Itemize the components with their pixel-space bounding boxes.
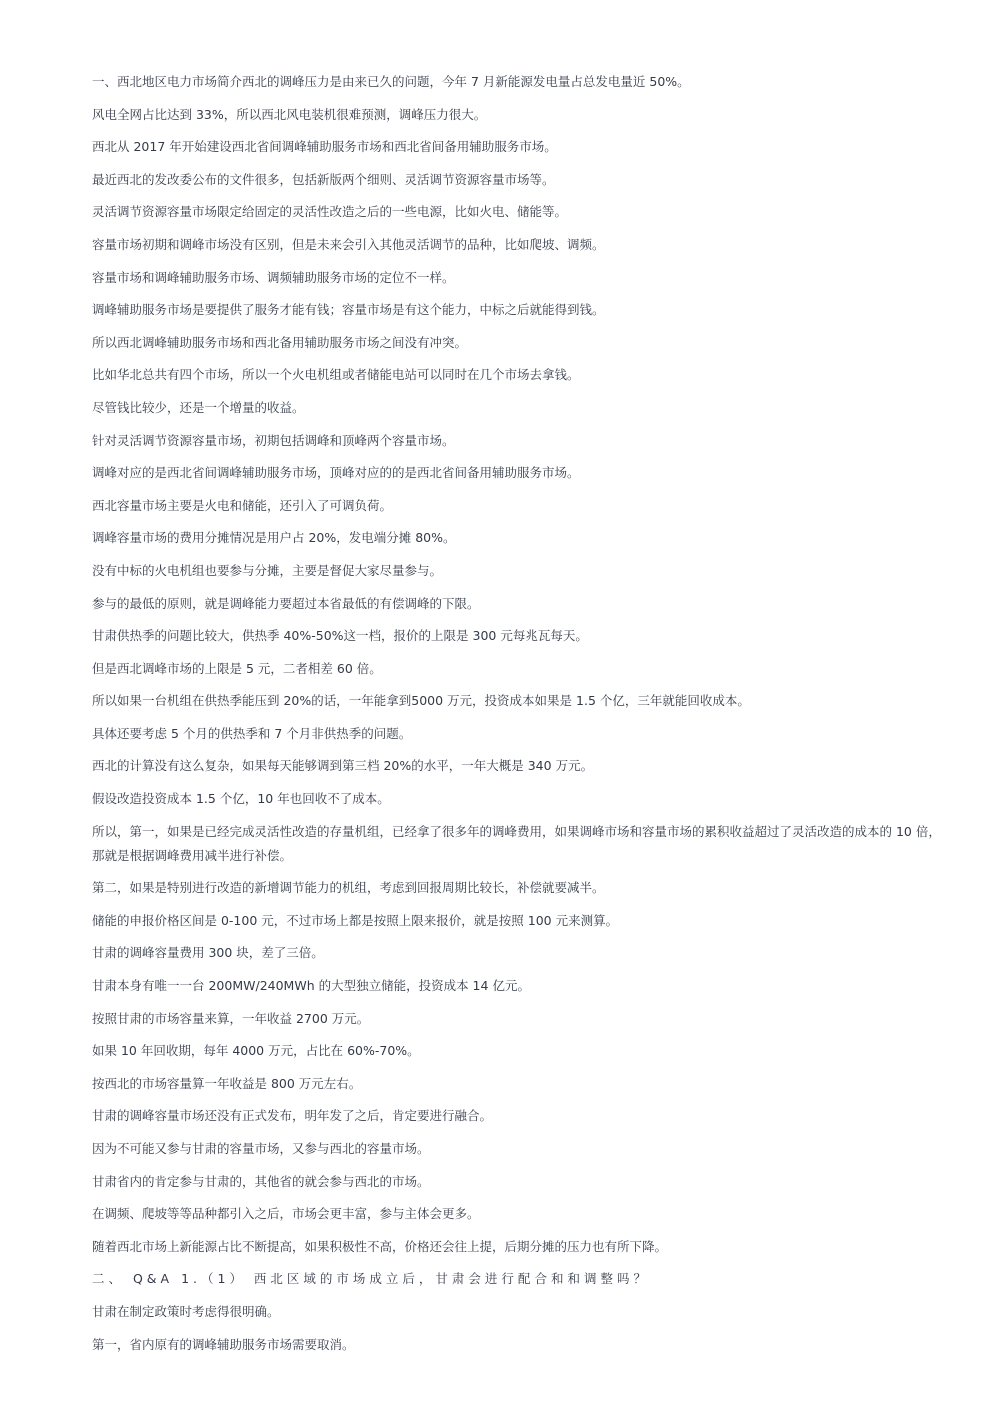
paragraph: 甘肃在制定政策时考虑得很明确。 (92, 1303, 280, 1319)
paragraph: 甘肃的调峰容量市场还没有正式发布，明年发了之后，肯定要进行融合。 (92, 1108, 493, 1124)
paragraph: 按西北的市场容量算一年收益是 800 万元左右。 (92, 1075, 362, 1091)
paragraph: 甘肃的调峰容量费用 300 块，差了三倍。 (92, 945, 324, 961)
paragraph: 一、西北地区电力市场简介西北的调峰压力是由来已久的问题，今年 7 月新能源发电量占总发电量近 50%。 (92, 74, 690, 89)
paragraph: 最近西北的发改委公布的文件很多，包括新版两个细则、灵活调节资源容量市场等。 (92, 171, 555, 187)
paragraph: 如果 10 年回收期，每年 4000 万元，占比在 60%-70%。 (92, 1043, 420, 1059)
paragraph: 随着西北市场上新能源占比不断提高，如果积极性不高，价格还会往上提，后期分摊的压力也有所下降。 (92, 1238, 668, 1254)
paragraph: 甘肃本身有唯一一台 200MW/240MWh 的大型独立储能，投资成本 14 亿元。 (92, 978, 530, 994)
paragraph: 调峰容量市场的费用分摊情况是用户占 20%，发电端分摊 80%。 (92, 530, 456, 546)
paragraph: 第二，如果是特别进行改造的新增调节能力的机组，考虑到回报周期比较长，补偿就要减半。 (92, 880, 605, 896)
paragraph: 所以，第一，如果是已经完成灵活性改造的存量机组，已经拿了很多年的调峰费用，如果调峰市场和容量市场的累积收益超过了灵活改造的成本的 10 倍，那就是根据调峰费用减半进行补偿。 (92, 823, 941, 863)
document-body (92, 70, 948, 1365)
paragraph: 所以如果一台机组在供热季能压到 20%的话，一年能拿到5000 万元，投资成本如果是 1.5 个亿，三年就能回收成本。 (92, 693, 750, 709)
paragraph: 第一，省内原有的调峰辅助服务市场需要取消。 (92, 1336, 355, 1352)
paragraph: 甘肃供热季的问题比较大，供热季 40%-50%这一档，报价的上限是 300 元每兆瓦每天。 (92, 628, 588, 644)
paragraph: 因为不可能又参与甘肃的容量市场，又参与西北的容量市场。 (92, 1141, 430, 1156)
paragraph: 比如华北总共有四个市场，所以一个火电机组或者储能电站可以同时在几个市场去拿钱。 (92, 367, 580, 383)
paragraph: 假设改造投资成本 1.5 个亿，10 年也回收不了成本。 (92, 791, 390, 807)
paragraph: 参与的最低的原则，就是调峰能力要超过本省最低的有偿调峰的下限。 (92, 595, 480, 611)
paragraph: 所以西北调峰辅助服务市场和西北备用辅助服务市场之间没有冲突。 (92, 334, 468, 350)
section-heading-qa: 二、 Q&A 1.（1） 西北区域的市场成立后，甘肃会进行配合和和调整吗？ (92, 1271, 650, 1287)
paragraph: 甘肃省内的肯定参与甘肃的，其他省的就会参与西北的市场。 (92, 1173, 430, 1189)
paragraph: 西北的计算没有这么复杂，如果每天能够调到第三档 20%的水平，一年大概是 340 万元。 (92, 758, 594, 774)
paragraph: 尽管钱比较少，还是一个增量的收益。 (92, 399, 305, 415)
paragraph: 在调频、爬坡等等品种都引入之后，市场会更丰富，参与主体会更多。 (92, 1206, 480, 1222)
paragraph: 容量市场初期和调峰市场没有区别，但是未来会引入其他灵活调节的品种，比如爬坡、调频。 (92, 236, 605, 252)
paragraph: 风电全网占比达到 33%，所以西北风电装机很难预测，调峰压力很大。 (92, 106, 487, 122)
paragraph: 西北容量市场主要是火电和储能，还引入了可调负荷。 (92, 497, 393, 513)
paragraph: 按照甘肃的市场容量来算，一年收益 2700 万元。 (92, 1010, 370, 1026)
paragraph: 储能的申报价格区间是 0-100 元，不过市场上都是按照上限来报价，就是按照 100 元来测算。 (92, 912, 619, 928)
paragraph: 调峰对应的是西北省间调峰辅助服务市场，顶峰对应的的是西北省间备用辅助服务市场。 (92, 465, 580, 481)
paragraph: 针对灵活调节资源容量市场，初期包括调峰和顶峰两个容量市场。 (92, 432, 455, 448)
paragraph: 没有中标的火电机组也要参与分摊，主要是督促大家尽量参与。 (92, 562, 443, 578)
paragraph: 调峰辅助服务市场是要提供了服务才能有钱；容量市场是有这个能力，中标之后就能得到钱。 (92, 302, 605, 318)
paragraph: 西北从 2017 年开始建设西北省间调峰辅助服务市场和西北省间备用辅助服务市场。 (92, 139, 557, 155)
paragraph: 灵活调节资源容量市场限定给固定的灵活性改造之后的一些电源，比如火电、储能等。 (92, 204, 568, 220)
paragraph: 具体还要考虑 5 个月的供热季和 7 个月非供热季的问题。 (92, 725, 412, 741)
paragraph: 容量市场和调峰辅助服务市场、调频辅助服务市场的定位不一样。 (92, 269, 455, 285)
paragraph: 但是西北调峰市场的上限是 5 元，二者相差 60 倍。 (92, 660, 382, 676)
